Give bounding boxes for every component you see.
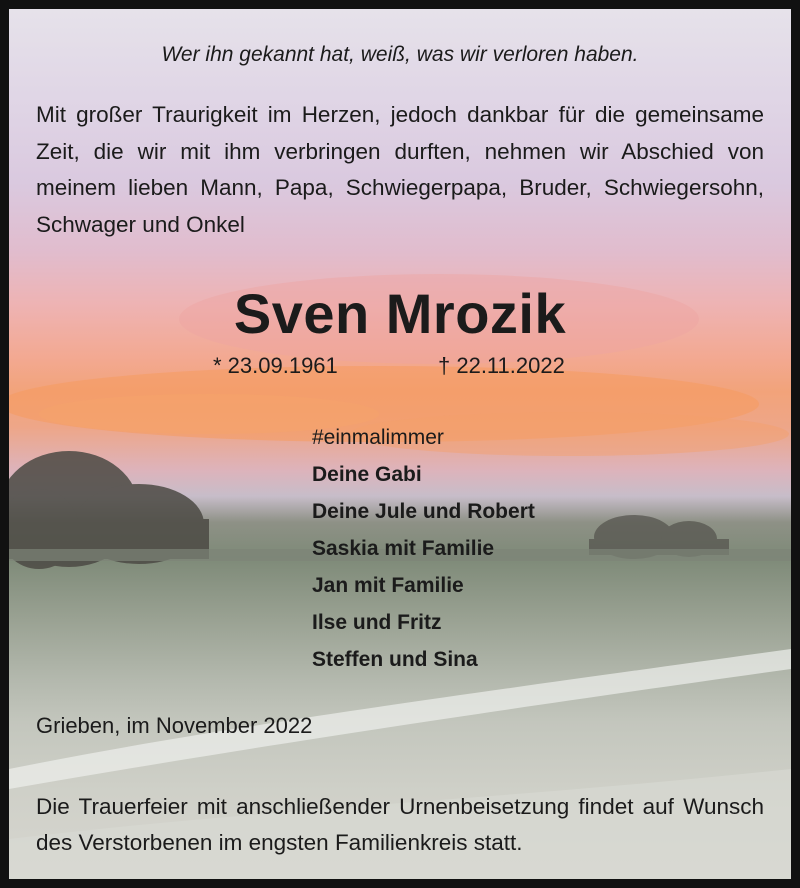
hashtag: #einmalimmer xyxy=(312,426,444,449)
mourner-item: Saskia mit Familie xyxy=(312,537,495,560)
death-date: † 22.11.2022 xyxy=(438,353,565,378)
mourners-list xyxy=(312,419,535,678)
mourner-item: Ilse und Fritz xyxy=(312,611,442,634)
mourner-item: Deine Gabi xyxy=(312,463,422,486)
deceased-name: Sven Mrozik xyxy=(233,282,567,345)
mourner-item: Steffen und Sina xyxy=(312,648,478,671)
closing-text: Die Trauerfeier mit anschließender Urnenbeisetzung findet auf Wunsch des Verstorbenen im engsten Familienkreis statt. xyxy=(36,794,764,855)
place-date: Grieben, im November 2022 xyxy=(36,713,313,738)
mourner-item: Jan mit Familie xyxy=(312,574,464,597)
birth-date: * 23.09.1961 xyxy=(213,353,338,378)
intro-text: Mit großer Traurigkeit im Herzen, jedoch dankbar für die gemeinsame Zeit, die wir mit ihm verbringen durften, nehmen wir Abschied von meinem lieben Mann, Papa, Schwiegerpapa, Bruder, Schwiegersohn, Schwager und Onkel xyxy=(36,102,764,237)
motto: Wer ihn gekannt hat, weiß, was wir verloren haben. xyxy=(161,43,639,66)
mourner-item: Deine Jule und Robert xyxy=(312,500,535,523)
